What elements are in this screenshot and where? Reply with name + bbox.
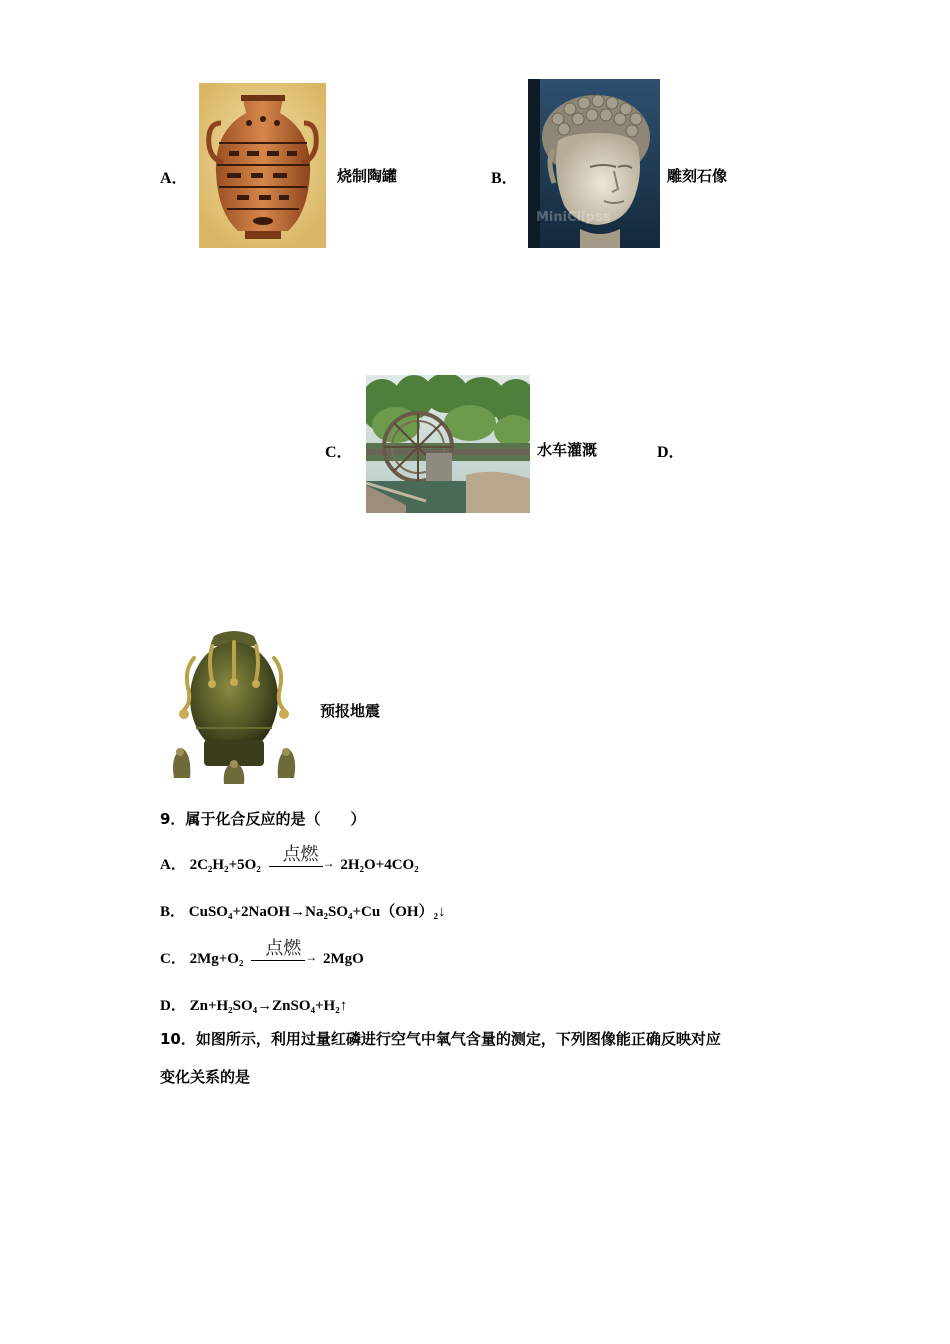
q9-option-b-letter: B． <box>160 904 186 920</box>
q9-option-d <box>160 994 347 1015</box>
q9-option-c <box>160 937 364 969</box>
option-c-caption: 水车灌溉 <box>537 441 598 459</box>
water-wheel-image <box>366 375 530 513</box>
q9-option-a-products: 2H₂O+4CO₂ <box>340 857 419 873</box>
q9-option-b <box>160 900 446 921</box>
option-b-letter: B． <box>491 170 518 187</box>
reaction-condition-arrow <box>269 843 335 875</box>
condition-line <box>251 960 305 961</box>
q10-stem-line2: 变化关系的是 <box>160 1068 251 1086</box>
seismograph-image <box>160 628 308 786</box>
option-b-caption: 雕刻石像 <box>667 167 728 185</box>
condition-label: 点燃 <box>265 937 302 959</box>
q9-option-c-products: 2MgO <box>322 951 364 967</box>
condition-line <box>269 866 323 867</box>
q9-option-a-letter: A． <box>160 857 186 873</box>
pottery-jar-image <box>199 83 326 248</box>
option-d-caption: 预报地震 <box>320 702 381 720</box>
q9-stem: 9．属于化合反应的是（ ） <box>160 810 366 828</box>
option-c-letter: C． <box>325 444 353 461</box>
q9-option-c-reactants: 2Mg+O₂ <box>189 951 244 967</box>
q9-option-a-reactants: 2C₂H₂+5O₂ <box>189 857 261 873</box>
option-a-letter: A． <box>160 170 188 187</box>
q9-option-d-letter: D． <box>160 998 186 1014</box>
arrow-right-icon: → <box>305 949 318 964</box>
option-a-caption: 烧制陶罐 <box>337 167 398 185</box>
condition-label: 点燃 <box>282 843 319 865</box>
q9-option-b-equation: CuSO₄+2NaOH→Na₂SO₄+Cu（OH）₂↓ <box>188 904 446 920</box>
q9-option-d-equation: Zn+H₂SO₄→ZnSO₄+H₂↑ <box>189 998 348 1014</box>
watermark-text: MiniClipss <box>536 210 611 225</box>
q9-option-c-letter: C． <box>160 951 186 967</box>
reaction-condition-arrow <box>251 937 318 969</box>
q9-option-a <box>160 843 419 875</box>
q10-stem-line1: 10．如图所示，利用过量红磷进行空气中氧气含量的测定，下列图像能正确反映对应 <box>160 1030 721 1048</box>
option-d-letter: D． <box>657 444 685 461</box>
arrow-right-icon: → <box>322 855 335 870</box>
